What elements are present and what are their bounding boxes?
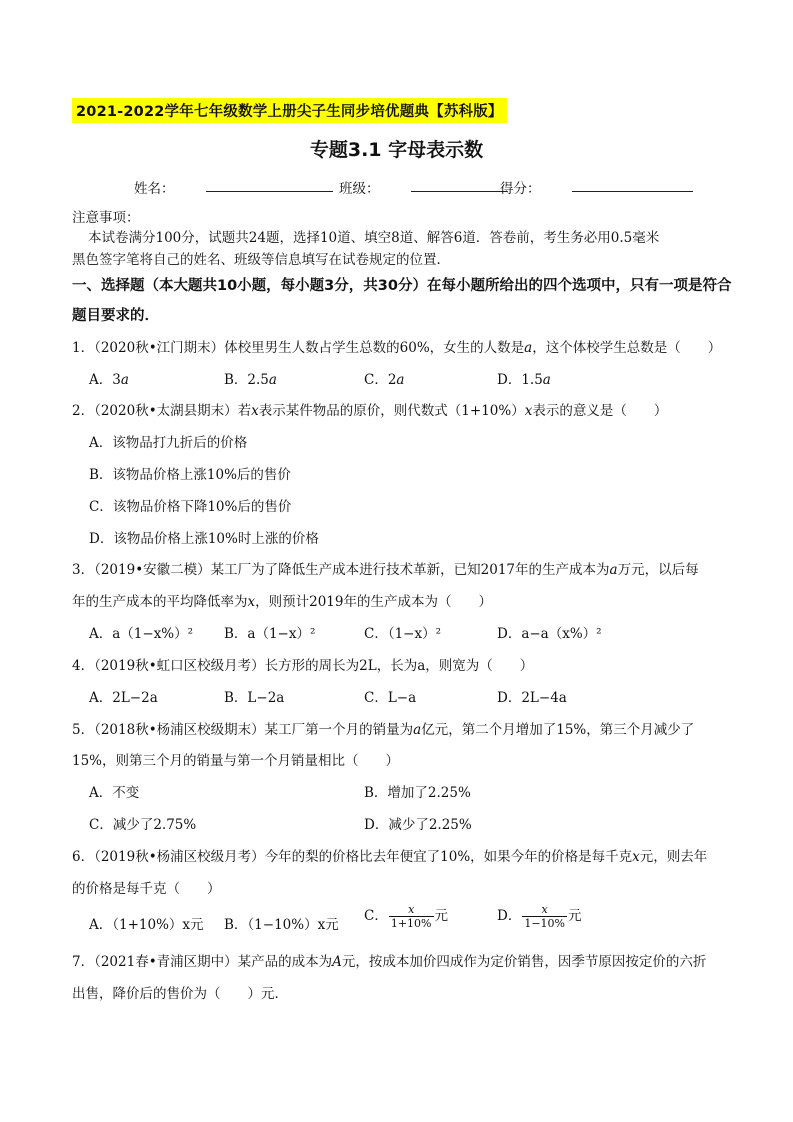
q1-option-c-text: C．2 xyxy=(364,372,397,388)
q5-option-c[interactable]: C．减少了2.75% xyxy=(89,817,197,833)
name-field[interactable] xyxy=(134,177,175,197)
score-blank[interactable] xyxy=(572,177,693,192)
q2-text-a: 2．（2020秋•太湖县期末）若 xyxy=(72,403,252,419)
class-label: 班级： xyxy=(339,181,380,197)
q1-option-a-text: A．3 xyxy=(89,372,121,388)
q1-option-a-var: a xyxy=(120,372,129,388)
q3-var-a: a xyxy=(609,562,618,578)
q1-option-b-var: a xyxy=(268,372,277,388)
q1-option-d-var: a xyxy=(542,372,551,388)
q2-option-b[interactable]: B．该物品价格上涨10%后的售价 xyxy=(89,467,291,483)
q6-option-a[interactable]: A．（1+10%）x元 xyxy=(89,917,204,933)
q1-option-a[interactable] xyxy=(89,368,129,388)
q2-option-a[interactable]: A．该物品打九折后的价格 xyxy=(89,435,248,451)
q2-text-c: 表示的意义是（ ） xyxy=(532,403,668,419)
q6-d-numerator: x xyxy=(522,903,567,917)
q5-text-b: 亿元，第二个月增加了15%，第三个月减少了 xyxy=(421,722,695,738)
q7-var: A xyxy=(332,954,342,970)
q2-option-d[interactable]: D．该物品价格上涨10%时上涨的价格 xyxy=(89,531,319,547)
section-heading-line-2: 题目要求的． xyxy=(72,308,159,324)
page-title: 专题3.1 字母表示数 xyxy=(309,139,484,161)
question-3-line-1 xyxy=(72,558,699,578)
q4-option-b[interactable]: B．L−2a xyxy=(224,690,285,706)
q5-option-a[interactable]: A．不变 xyxy=(89,785,140,801)
q6-c-denominator: 1+10% xyxy=(390,917,432,930)
q6-var: x xyxy=(632,849,640,865)
question-6-line-2: 的价格是每千克（ ） xyxy=(72,881,221,897)
exam-series-banner: 2021-2022学年七年级数学上册尖子生同步培优题典【苏科版】 xyxy=(72,98,507,123)
question-5-line-2: 15%，则第三个月的销量与第一个月销量相比（ ） xyxy=(72,753,400,769)
notes-line-1: 本试卷满分100分，试题共24题，选择10道、填空8道、解答6道．答卷前，考生务必用0.5毫米 xyxy=(88,230,660,246)
question-6-line-1 xyxy=(72,845,707,865)
q1-text-a: 1．（2020秋•江门期末）体校里男生人数占学生总数的60%，女生的人数是 xyxy=(72,340,525,356)
q6-option-c-fraction xyxy=(389,903,434,930)
q2-text-b: 表示某件物品的原价，则代数式（1+10%） xyxy=(258,403,525,419)
q6-c-numerator: x xyxy=(389,903,434,917)
q3-text-b: 万元，以后每 xyxy=(617,562,699,578)
q3-option-a[interactable]: A．a（1−x%）² xyxy=(89,626,194,642)
score-label: 得分： xyxy=(500,181,541,197)
class-blank[interactable] xyxy=(411,177,507,192)
q6-d-unit: 元 xyxy=(568,908,582,924)
q1-text-b: ，这个体校学生总数是（ ） xyxy=(532,340,722,356)
notes-heading: 注意事项： xyxy=(72,210,140,226)
q3-var-x: x xyxy=(247,594,256,610)
q3-text-a: 3．（2019•安徽二模）某工厂为了降低生产成本进行技术革新，已知2017年的生产成本为 xyxy=(72,562,610,578)
q5-option-b[interactable]: B．增加了2.25% xyxy=(364,785,471,801)
q7-text-a: 7．（2021春•青浦区期中）某产品的成本为 xyxy=(72,954,333,970)
q5-var: a xyxy=(413,722,422,738)
question-7-line-2: 出售，降价后的售价为（ ）元． xyxy=(72,986,288,1002)
q2-var-2: x xyxy=(524,403,533,419)
q6-text-a: 6．（2019秋•杨浦区校级月考）今年的梨的价格比去年便宜了10%，如果今年的价格是每千克 xyxy=(72,849,633,865)
q4-option-d[interactable]: D．2L−4a xyxy=(497,690,567,706)
score-field[interactable] xyxy=(500,177,541,197)
q1-option-b[interactable] xyxy=(224,368,277,388)
notes-line-2: 黑色签字笔将自己的姓名、班级等信息填写在试卷规定的位置． xyxy=(72,252,450,268)
q6-text-b: 元，则去年 xyxy=(639,849,708,865)
question-5-line-1 xyxy=(72,718,694,738)
q6-option-c-label: C． xyxy=(364,908,388,924)
q1-option-b-text: B．2.5 xyxy=(224,372,269,388)
q5-text-a: 5．（2018秋•杨浦区校级期末）某工厂第一个月的销量为 xyxy=(72,722,414,738)
q3-text-c: 年的生产成本的平均降低率为 xyxy=(72,594,248,610)
q6-option-c[interactable] xyxy=(364,903,448,930)
q3-text-d: ，则预计2019年的生产成本为（ ） xyxy=(255,594,492,610)
q1-var: a xyxy=(524,340,533,356)
q4-option-c[interactable]: C．L−a xyxy=(364,690,417,706)
q6-option-b[interactable]: B．（1−10%）x元 xyxy=(224,917,339,933)
name-label: 姓名： xyxy=(134,181,175,197)
section-heading-line-1: 一、选择题（本大题共10小题，每小题3分，共30分）在每小题所给出的四个选项中，只有一项是符合 xyxy=(72,278,732,294)
q6-d-denominator: 1−10% xyxy=(524,917,565,930)
q2-var-1: x xyxy=(251,403,259,419)
class-field[interactable] xyxy=(339,177,380,197)
q6-option-d-label: D． xyxy=(497,908,522,924)
q6-option-d[interactable] xyxy=(497,903,582,930)
q1-option-c-var: a xyxy=(396,372,405,388)
q6-c-unit: 元 xyxy=(434,908,449,924)
q1-option-d-text: D．1.5 xyxy=(497,372,543,388)
question-1-stem xyxy=(72,336,721,356)
q2-option-c[interactable]: C．该物品价格下降10%后的售价 xyxy=(89,499,292,515)
q3-option-d[interactable]: D．a−a（x%）² xyxy=(497,626,602,642)
q3-option-c[interactable]: C．（1−x）² xyxy=(364,626,442,642)
question-4-stem: 4．（2019秋•虹口区校级月考）长方形的周长为2L，长为a，则宽为（ ） xyxy=(72,658,534,674)
question-3-line-2 xyxy=(72,590,492,610)
q7-text-b: 元，按成本加价四成作为定价销售，因季节原因按定价的六折 xyxy=(341,954,707,970)
question-7-line-1 xyxy=(72,950,706,970)
q6-option-d-fraction xyxy=(522,903,567,930)
q4-option-a[interactable]: A．2L−2a xyxy=(89,690,158,706)
q5-option-d[interactable]: D．减少了2.25% xyxy=(364,817,472,833)
q3-option-b[interactable]: B．a（1−x）² xyxy=(224,626,316,642)
q1-option-c[interactable] xyxy=(364,368,404,388)
question-2-stem xyxy=(72,399,667,419)
name-blank[interactable] xyxy=(206,177,333,192)
q1-option-d[interactable] xyxy=(497,368,551,388)
